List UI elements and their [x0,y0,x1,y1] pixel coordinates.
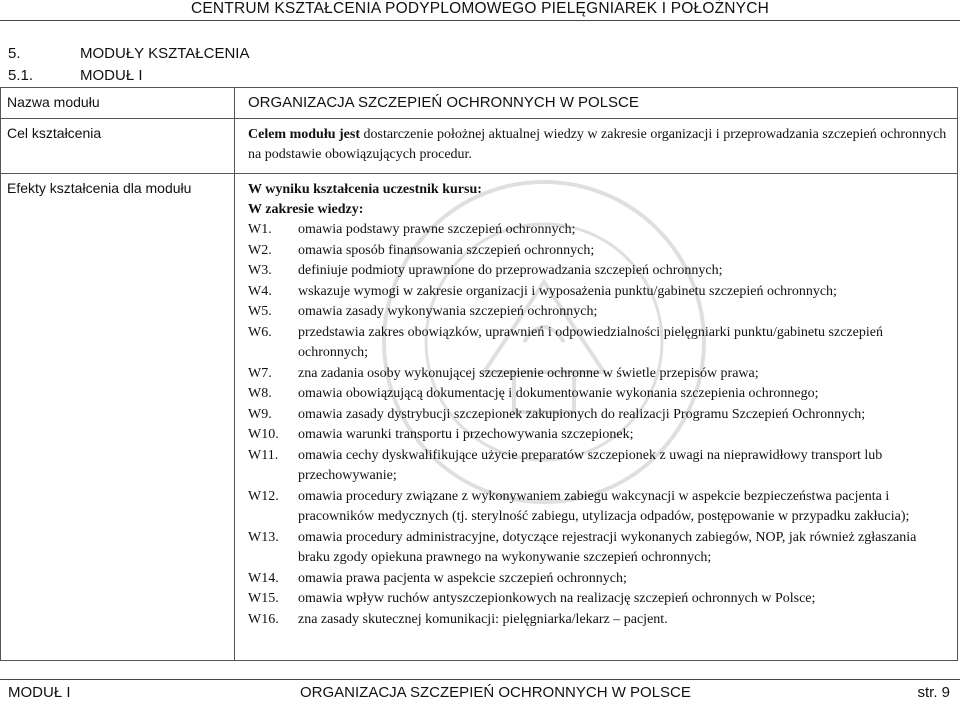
effect-text: przedstawia zakres obowiązków, uprawnień i odpowiedzialności pielęgniarki punktu/gabinetu szczepień ochronnych; [298,324,883,360]
value-goal [235,119,958,174]
effect-text: omawia sposób finansowania szczepień ochronnych; [298,242,595,258]
effect-code: W2. [248,242,272,258]
effect-text: omawia zasady dystrybucji szczepionek zakupionych do realizacji Programu Szczepień Ochronnych; [298,406,866,422]
subsection-heading [8,67,143,85]
effect-text: omawia cechy dyskwalifikujące użycie preparatów szczepionek z uwagi na nieprawidłowy transport lub przechowywanie; [298,447,883,483]
effect-item [248,610,951,631]
effect-code: W13. [248,529,279,545]
value-effects [235,174,958,661]
goal-text: dostarczenie położnej aktualnej wiedzy w zakresie organizacji i przeprowadzania szczepień ochronnych na podstawie obowiązujących procedur. [248,127,947,162]
row-effects [1,174,958,661]
effect-item [248,569,951,590]
effect-code: W3. [248,263,272,278]
subsection-number: 5.1. [8,67,34,84]
effect-text: omawia wpływ ruchów antyszczepionkowych na realizację szczepień ochronnych w Polsce; [298,591,816,606]
value-module-name: ORGANIZACJA SZCZEPIEŃ OCHRONNYCH W POLSCE [235,88,958,119]
effect-text: wskazuje wymogi w zakresie organizacji i wyposażenia punktu/gabinetu szczepień ochronnych; [298,283,837,299]
footer-divider [0,679,960,680]
effect-code: W5. [248,304,272,319]
footer-title: ORGANIZACJA SZCZEPIEŃ OCHRONNYCH W POLSCE [300,684,691,701]
effect-item [248,487,951,528]
effect-text: omawia prawa pacjenta w aspekcie szczepień ochronnych; [298,570,627,586]
goal-bold-text: Celem modułu jest [248,127,360,142]
effect-text: omawia zasady wykonywania szczepień ochronnych; [298,304,598,319]
label-effects: Efekty kształcenia dla modułu [1,174,235,661]
row-module-name [1,88,958,119]
effect-text: omawia procedury administracyjne, dotyczące rejestracji wykonanych zabiegów, NOP, jak również zgłaszania braku zgody opiekuna prawnego na wykonywanie szczepień ochronnych; [298,529,917,565]
effect-text: omawia obowiązującą dokumentację i dokumentowanie wykonania szczepienia ochronnego; [298,386,819,401]
effect-code: W10. [248,427,279,442]
effect-text: definiuje podmioty uprawnione do przeprowadzania szczepień ochronnych; [298,263,723,278]
header-divider [0,20,960,21]
effect-code: W8. [248,386,272,401]
effect-item [248,364,951,385]
footer-page-number: str. 9 [917,684,950,701]
section-heading [8,45,249,63]
effect-code: W9. [248,406,272,422]
effects-intro: W wyniku kształcenia uczestnik kursu: [248,182,482,197]
footer-module: MODUŁ I [8,684,71,701]
effect-item [248,261,951,282]
page-header: CENTRUM KSZTAŁCENIA PODYPLOMOWEGO PIELĘGNIAREK I POŁOŻNYCH [190,0,770,17]
label-module-name: Nazwa modułu [1,88,235,119]
effect-item [248,282,951,303]
section-title: MODUŁY KSZTAŁCENIA [80,45,250,62]
effect-item [248,241,951,262]
subsection-title: MODUŁ I [80,67,143,84]
effects-scope: W zakresie wiedzy: [248,202,364,217]
effect-item [248,528,951,569]
effect-item [248,589,951,610]
effect-code: W6. [248,324,272,340]
label-goal: Cel kształcenia [1,119,235,174]
effect-text: zna zasady skutecznej komunikacji: pielęgniarka/lekarz – pacjent. [298,611,668,627]
effect-code: W7. [248,365,272,381]
effect-text: omawia podstawy prawne szczepień ochronnych; [298,222,576,237]
effect-code: W12. [248,488,279,504]
effect-code: W14. [248,570,279,586]
effect-item [248,446,951,487]
effect-code: W11. [248,447,279,463]
effects-list [248,220,951,630]
section-number: 5. [8,45,21,62]
effect-item [248,384,951,405]
effect-code: W16. [248,611,279,627]
effect-item [248,220,951,241]
effect-code: W4. [248,283,272,299]
effect-code: W1. [248,222,272,237]
effect-text: zna zadania osoby wykonującej szczepienie ochronne w świetle przepisów prawa; [298,365,759,381]
row-goal [1,119,958,174]
effect-item [248,405,951,426]
effect-text: omawia procedury związane z wykonywaniem zabiegu wakcynacji w aspekcie bezpieczeństwa pacjenta i pracowników medycznych (tj. sterylność zabiegu, utylizacja odpadów, postępowanie w przypadku zakłucia); [298,488,910,524]
effect-item [248,302,951,323]
effect-code: W15. [248,591,279,606]
effect-item [248,425,951,446]
effect-item [248,323,951,364]
effect-text: omawia warunki transportu i przechowywania szczepionek; [298,427,634,442]
module-table [0,87,958,661]
